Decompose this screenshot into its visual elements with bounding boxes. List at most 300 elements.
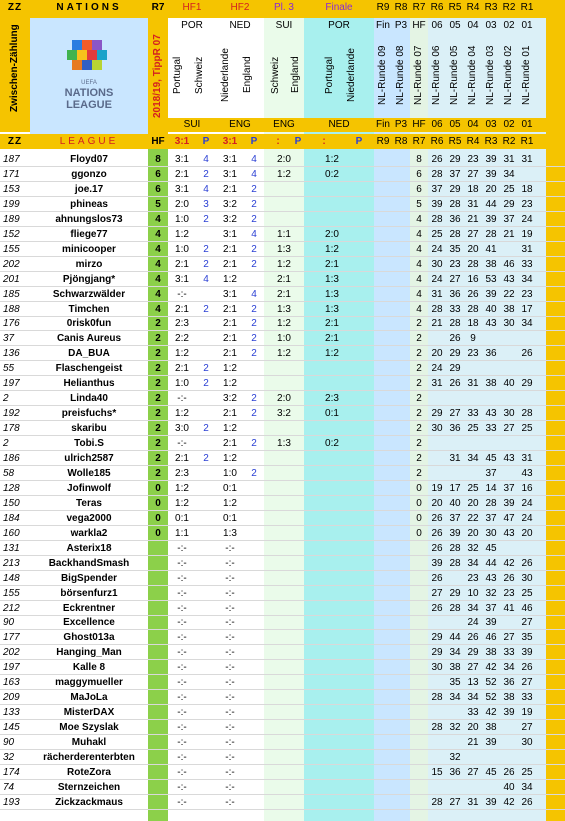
cell-hf	[148, 541, 168, 556]
cell-r5: 36	[449, 766, 461, 778]
cell-p1	[196, 227, 216, 242]
cell-hf: 2	[155, 467, 161, 479]
finale-score-header: :	[322, 136, 326, 147]
cell-t2: -:-	[225, 647, 235, 659]
cell-zz: 153	[3, 183, 20, 195]
cell-t1: 2:3	[175, 467, 189, 479]
cell-t1: 3:0	[175, 423, 189, 435]
cell-r1	[518, 391, 536, 406]
cell-zz: 193	[3, 796, 20, 808]
cell-r7	[410, 601, 428, 616]
team-name-england-hf2: England	[242, 56, 253, 94]
cell-r2: 43	[503, 453, 515, 464]
cell-t2: 1:2	[223, 378, 237, 390]
cell-r5: 36	[449, 423, 461, 435]
cell-p1	[196, 391, 216, 406]
cell-name: DA_BUA	[68, 348, 110, 360]
cell-r5	[446, 615, 464, 630]
table-row	[0, 316, 565, 331]
cell-name: RoteZora	[67, 766, 111, 778]
round-code-bottom-5: 04	[467, 119, 479, 130]
cell-r4: 34	[467, 602, 479, 614]
cell-t1: -:-	[177, 677, 187, 689]
cell-r4: 31	[467, 198, 479, 210]
cell-t3: 2:1	[277, 288, 291, 300]
cell-r7: 2	[416, 348, 422, 360]
round-name-5: NL-Runde 04	[467, 45, 478, 105]
table-row	[0, 257, 565, 272]
cell-r4: 25	[467, 482, 479, 494]
cell-name: fliege77	[70, 228, 108, 240]
round-code-bottom-3: 06	[431, 119, 443, 130]
cell-p1	[196, 287, 216, 302]
cell-r4: 20	[467, 527, 479, 539]
cell-r7	[410, 780, 428, 795]
cell-r1: 27	[521, 617, 533, 629]
cell-p1	[196, 795, 216, 810]
hf2-header: HF2	[230, 2, 250, 13]
cell-r3: 39	[485, 213, 497, 225]
cell-r2: 46	[503, 258, 515, 270]
cell-t4: 2:0	[325, 228, 339, 240]
table-row	[0, 331, 565, 346]
cell-p2: 2	[251, 258, 257, 270]
cell-p2	[244, 690, 264, 705]
cell-hf: 2	[155, 423, 161, 435]
cell-t1: 1:1	[175, 527, 189, 539]
hf1-team-bottom: SUI	[183, 119, 201, 130]
cell-zz: 197	[3, 378, 20, 390]
cell-zz: 187	[3, 154, 20, 165]
cell-r2	[500, 242, 518, 257]
table-row	[0, 765, 565, 780]
cell-r2: 47	[503, 512, 515, 524]
cell-t1: -:-	[177, 542, 187, 554]
cell-zz: 186	[3, 453, 20, 464]
cell-r7	[410, 630, 428, 645]
cell-name: Ghost013a	[63, 632, 115, 644]
cell-t4	[304, 660, 360, 675]
cell-r5: 34	[449, 692, 461, 704]
cell-r4: 18	[467, 318, 479, 330]
cell-p2	[244, 451, 264, 466]
cell-t2: -:-	[225, 542, 235, 554]
cell-r6: 39	[431, 557, 443, 569]
cell-r6: 28	[431, 168, 443, 180]
cell-name: Zickzackmaus	[55, 796, 123, 808]
cell-r2: 38	[503, 692, 515, 704]
cell-name: 0risk0fun	[66, 318, 112, 330]
cell-p1: 2	[203, 258, 209, 270]
cell-t3	[264, 496, 304, 511]
cell-p2	[244, 571, 264, 586]
cell-t3: 1:2	[277, 318, 291, 330]
cell-name: MaJoLa	[70, 692, 108, 704]
table-row	[0, 615, 565, 630]
tippr-label: 2018/19, TippR 07	[152, 34, 163, 118]
cell-r2	[500, 615, 518, 630]
cell-hf	[148, 675, 168, 690]
cell-r7: 0	[416, 482, 422, 494]
cell-r7: 4	[416, 258, 422, 270]
cell-r7	[410, 765, 428, 780]
cell-t1: -:-	[177, 722, 187, 734]
cell-p2: 2	[251, 213, 257, 225]
cell-p1	[196, 586, 216, 601]
cell-r1: 30	[521, 572, 533, 584]
table-row	[0, 167, 565, 182]
round-header-league-2: R7	[412, 136, 426, 147]
cell-r6: 20	[431, 497, 443, 509]
cell-r4: 33	[467, 408, 479, 420]
cell-t2: -:-	[225, 752, 235, 763]
cell-p1	[196, 526, 216, 541]
cell-r5: 23	[449, 258, 461, 270]
cell-r1	[518, 436, 536, 451]
cell-r7: 2	[416, 393, 422, 405]
zz-header-bottom: ZZ	[7, 136, 23, 147]
cell-name: maggymueller	[55, 677, 123, 689]
cell-name: Timchen	[68, 303, 110, 315]
cell-t2: 2:1	[223, 438, 237, 450]
cell-hf: 2	[155, 453, 161, 464]
cell-hf: 0	[155, 482, 161, 494]
cell-r7: 4	[416, 273, 422, 285]
cell-t2: -:-	[225, 766, 235, 778]
cell-t1: 1:0	[175, 378, 189, 390]
cell-t2: 1:2	[223, 423, 237, 435]
cell-t2: -:-	[225, 557, 235, 569]
cell-r4: 20	[467, 243, 479, 255]
cell-hf: 4	[155, 258, 161, 270]
cell-name: Kalle 8	[72, 662, 106, 674]
table-row	[0, 302, 565, 317]
cell-r3: 38	[485, 722, 497, 734]
table-row	[0, 571, 565, 586]
cell-t1: 0:1	[175, 512, 189, 524]
cell-r6	[428, 466, 446, 481]
cell-t1: 2:1	[175, 258, 189, 270]
cell-p2	[244, 660, 264, 675]
cell-hf: 2	[155, 363, 161, 375]
cell-r3: 36	[485, 348, 497, 360]
cell-hf: 4	[155, 273, 161, 285]
cell-r2	[500, 720, 518, 735]
cell-t2: -:-	[225, 692, 235, 704]
cell-r2: 30	[503, 318, 515, 330]
cell-r7	[410, 660, 428, 675]
cell-hf	[148, 645, 168, 660]
cell-name: Sternzeichen	[57, 781, 121, 793]
cell-t1: -:-	[177, 692, 187, 704]
cell-name: joe.17	[74, 183, 104, 195]
cell-t4: 2:1	[325, 333, 339, 345]
cell-t4	[304, 780, 360, 795]
cell-p2	[244, 615, 264, 630]
finale-team-top: POR	[328, 20, 350, 31]
cell-hf	[148, 705, 168, 720]
cell-r4	[464, 391, 482, 406]
nations-league-logo	[30, 18, 148, 134]
round-header-league-8: R1	[520, 136, 534, 147]
cell-t2: -:-	[225, 662, 235, 674]
cell-p1	[196, 466, 216, 481]
cell-p2	[244, 630, 264, 645]
cell-t3: 1:2	[277, 168, 291, 180]
cell-t4	[304, 630, 360, 645]
cell-r1: 20	[521, 527, 533, 539]
cell-r1: 26	[521, 662, 533, 674]
round-code-top-1: P3	[394, 20, 408, 31]
cell-t4	[304, 750, 360, 765]
cell-t3	[264, 690, 304, 705]
cell-zz: 32	[3, 752, 15, 763]
cell-p2: 2	[251, 198, 257, 210]
cell-r1: 25	[521, 766, 533, 778]
round-header-4: R5	[448, 2, 462, 13]
cell-t2: 3:2	[223, 393, 237, 405]
cell-r6	[428, 705, 446, 720]
cell-t3: 1:2	[277, 258, 291, 270]
cell-r2: 36	[503, 677, 515, 689]
hf2-score-header: 3:1	[222, 136, 238, 147]
table-row	[0, 436, 565, 451]
cell-hf	[148, 795, 168, 810]
cell-t1: 1:2	[175, 497, 189, 509]
cell-t4	[304, 376, 360, 391]
cell-zz: 202	[3, 647, 20, 659]
cell-t1: 1:2	[175, 408, 189, 420]
cell-r3: 39	[485, 796, 497, 808]
cell-r1: 23	[521, 198, 533, 210]
cell-t3	[264, 660, 304, 675]
cell-hf	[148, 765, 168, 780]
cell-r3: 37	[485, 512, 497, 524]
cell-name: Excellence	[63, 617, 115, 629]
round-header-league-0: R9	[376, 136, 390, 147]
cell-hf: 4	[155, 213, 161, 225]
cell-zz: 199	[3, 198, 20, 210]
cell-r2	[500, 346, 518, 361]
table-row	[0, 212, 565, 227]
cell-r5: 37	[449, 512, 461, 524]
cell-r3	[482, 331, 500, 346]
cell-p1	[196, 601, 216, 616]
cell-name: Wolle185	[67, 467, 111, 479]
cell-r3: 33	[485, 423, 497, 435]
cell-t1: 2:1	[175, 453, 189, 464]
cell-r2: 26	[503, 766, 515, 778]
team-name-niederlande-finale: Niederlande	[346, 48, 357, 102]
cell-t4	[304, 735, 360, 750]
cell-t3	[264, 615, 304, 630]
cell-name: mirzo	[75, 258, 103, 270]
cell-r2	[500, 391, 518, 406]
cell-p2: 2	[251, 318, 257, 330]
cell-r1: 31	[521, 154, 533, 165]
cell-p2: 2	[251, 408, 257, 420]
cell-t1: 3:1	[175, 154, 189, 165]
cell-r1: 27	[521, 722, 533, 734]
cell-name: Hanging_Man	[56, 647, 122, 659]
cell-p1: 4	[203, 183, 209, 195]
cell-r1: 25	[521, 587, 533, 599]
cell-r3: 28	[485, 228, 497, 240]
cell-r4: 31	[467, 378, 479, 390]
cell-t3: 2:0	[277, 393, 291, 405]
cell-t3: 1:0	[277, 333, 291, 345]
hf1-header: HF1	[182, 2, 202, 13]
hf1-score-header: 3:1	[174, 136, 190, 147]
table-row	[0, 197, 565, 212]
cell-r3: 46	[485, 632, 497, 644]
cell-hf: 0	[155, 527, 161, 539]
table-row	[0, 496, 565, 511]
cell-zz: 192	[3, 408, 20, 420]
cell-r1: 24	[521, 512, 533, 524]
cell-r7	[410, 705, 428, 720]
cell-r2: 23	[503, 587, 515, 599]
cell-r2: 42	[503, 796, 515, 808]
cell-r7	[410, 750, 428, 765]
cell-r6: 30	[431, 662, 443, 674]
cell-r4: 23	[467, 154, 479, 165]
cell-zz: 178	[3, 423, 20, 435]
cell-r5: 29	[449, 363, 461, 375]
cell-r7: 2	[416, 333, 422, 345]
table-row	[0, 242, 565, 257]
cell-r1: 31	[521, 453, 533, 464]
cell-r4	[464, 466, 482, 481]
cell-t1: -:-	[177, 707, 187, 719]
cell-p1: 2	[203, 243, 209, 255]
round-code-top-0: Fin	[376, 20, 390, 31]
cell-r7	[410, 556, 428, 571]
cell-t1: 3:1	[175, 273, 189, 285]
cell-zz: 128	[3, 482, 20, 494]
cell-t1: -:-	[177, 587, 187, 599]
cell-p2: 2	[251, 467, 257, 479]
cell-r5: 36	[449, 288, 461, 300]
cell-r2: 39	[503, 707, 515, 719]
cell-t2: 3:1	[223, 228, 237, 240]
table-row	[0, 272, 565, 287]
cell-t3	[264, 466, 304, 481]
cell-r7	[410, 675, 428, 690]
cell-name: Pjöngjang*	[62, 273, 116, 285]
cell-r3	[482, 780, 500, 795]
cell-r4	[464, 750, 482, 765]
cell-t1: 2:0	[175, 198, 189, 210]
vertical-label-box	[0, 18, 30, 118]
cell-r6: 24	[431, 363, 443, 375]
cell-t4: 1:3	[325, 303, 339, 315]
cell-name: BigSpender	[60, 572, 118, 584]
cell-zz: 55	[3, 363, 15, 375]
cell-r5: 38	[449, 662, 461, 674]
cell-hf	[148, 690, 168, 705]
cell-name: ahnungslos73	[55, 213, 123, 225]
cell-r3: 38	[485, 258, 497, 270]
cell-r5: 26	[449, 378, 461, 390]
cell-r7: 5	[416, 198, 422, 210]
table-row	[0, 152, 565, 167]
cell-r6: 39	[431, 198, 443, 210]
cell-t1: -:-	[177, 662, 187, 674]
cell-hf: 0	[155, 497, 161, 509]
cell-t2: 2:1	[223, 243, 237, 255]
cell-name: preisfuchs*	[61, 408, 117, 420]
round-name-2: NL-Runde 07	[413, 45, 424, 105]
cell-t4: 0:2	[325, 438, 339, 450]
cell-t1: 3:1	[175, 183, 189, 195]
cell-name: MisterDAX	[63, 707, 115, 719]
cell-p1	[196, 496, 216, 511]
cell-r7: 2	[416, 408, 422, 420]
cell-r6	[428, 331, 446, 346]
cell-t3	[264, 197, 304, 212]
cell-p1: 4	[203, 154, 209, 165]
cell-p1	[196, 541, 216, 556]
cell-hf	[148, 780, 168, 795]
cell-r1	[518, 331, 536, 346]
cell-t3	[264, 451, 304, 466]
cell-r4: 27	[467, 168, 479, 180]
round-header-3: R6	[430, 2, 444, 13]
table-row	[0, 690, 565, 705]
cell-r3: 43	[485, 408, 497, 420]
cell-r7: 6	[416, 183, 422, 195]
cell-r4: 20	[467, 722, 479, 734]
cell-t3	[264, 376, 304, 391]
cell-p2	[244, 481, 264, 496]
cell-hf	[148, 601, 168, 616]
cell-r5: 35	[449, 677, 461, 689]
cell-p2	[244, 511, 264, 526]
cell-r5: 37	[449, 168, 461, 180]
cell-zz: 188	[3, 303, 20, 315]
team-name-schweiz-pl3: Schweiz	[270, 56, 281, 94]
cell-r6: 19	[431, 482, 443, 494]
cell-r6	[428, 780, 446, 795]
cell-t2: -:-	[225, 781, 235, 793]
cell-r3: 20	[485, 183, 497, 195]
cell-r7	[410, 586, 428, 601]
round-code-bottom-6: 03	[485, 119, 497, 130]
cell-r6	[428, 391, 446, 406]
cell-p1	[196, 511, 216, 526]
cell-zz: 160	[3, 527, 20, 539]
table-row	[0, 511, 565, 526]
cell-r3: 42	[485, 707, 497, 719]
cell-r1: 16	[521, 482, 533, 494]
cell-r3: 53	[485, 273, 497, 285]
cell-r1: 35	[521, 632, 533, 644]
cell-r5: 33	[449, 303, 461, 315]
cell-p1	[196, 705, 216, 720]
cell-p1	[196, 436, 216, 451]
cell-p2	[244, 421, 264, 436]
cell-p2	[244, 272, 264, 287]
round-name-4: NL-Runde 05	[449, 45, 460, 105]
cell-r5	[446, 391, 464, 406]
table-row	[0, 451, 565, 466]
cell-r2: 37	[503, 213, 515, 225]
round-code-top-5: 04	[467, 20, 479, 31]
cell-zz: 184	[3, 512, 20, 524]
table-row	[0, 287, 565, 302]
round-code-top-6: 03	[485, 20, 497, 31]
